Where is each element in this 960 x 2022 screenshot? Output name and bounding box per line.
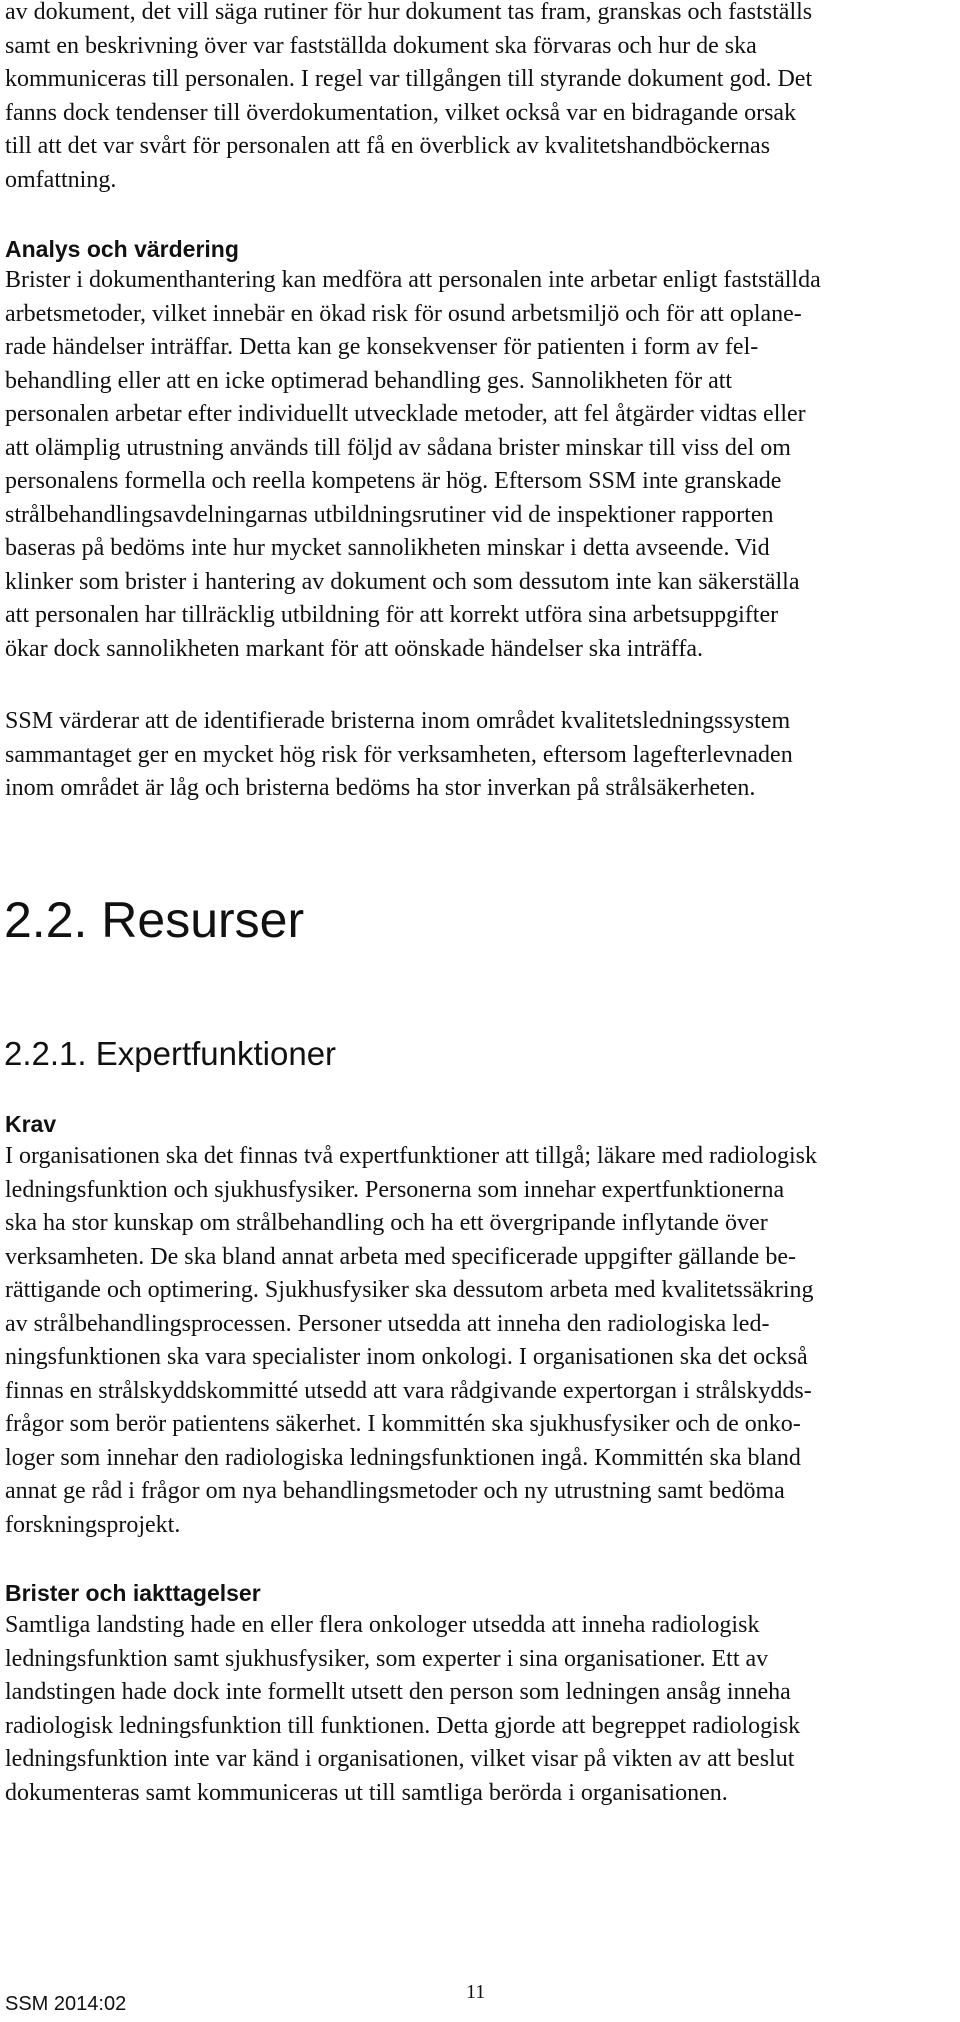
analys-heading: Analys och värdering (5, 236, 239, 262)
subchapter-heading: 2.2.1. Expertfunktioner (4, 1035, 337, 1072)
krav-heading: Krav (5, 1111, 57, 1137)
analys-paragraph-1: Brister i dokumenthantering kan medföra att personalen inte arbetar enligt fastställda arbetsmetoder, vilket innebär en ökad risk för osund arbetsmiljö och för att oplane- rade händelser inträffar. Detta kan ge konsekvenser för patienten i form av fel- behandling eller att en icke optimerad behandling ges. Sannolikheten för att personalen arbetar efter individuellt utvecklade metoder, att fel åtgärder vidtas eller att olämplig utrustning används till följd av sådana brister minskar till viss del om personalens formella och reella kompetens är hög. Eftersom SSM inte granskade strålbehandlingsavdelningarnas utbildningsrutiner vid de inspektioner rapporten baseras på bedöms inte hur mycket sannolikheten minskar i detta avseende. Vid klinker som brister i hantering av dokument och som dessutom inte kan säkerställa att personalen har tillräcklig utbildning för att korrekt utföra sina arbetsuppgifter ökar dock sannolikheten markant för att oönskade händelser ska inträffa. (5, 267, 821, 662)
krav-paragraph: I organisationen ska det finnas två expertfunktioner att tillgå; läkare med radiologisk ledningsfunktion och sjukhusfysiker. Personerna som innehar expertfunktionerna ska ha stor kunskap om strålbehandling och ha ett övergripande inflytande över verksamheten. De ska bland annat arbeta med specificerade uppgifter gällande be- rättigande och optimering. Sjukhusfysiker ska dessutom arbeta med kvalitetssäkring av strålbehandlingsprocessen. Personer utsedda att inneha den radiologiska led- ningsfunktionen ska vara specialister inom onkologi. I organisationen ska det också finnas en strålskyddskommitté utsedd att vara rådgivande expertorgan i strålskydds- frågor som berör patientens säkerhet. I kommittén ska sjukhusfysiker och de onko- loger som innehar den radiologiska ledningsfunktionen ingå. Kommittén ska bland annat ge råd i frågor om nya behandlingsmetoder och ny utrustning samt bedöma forskningsprojekt. (5, 1143, 817, 1538)
footer-page-number: 11 (466, 1981, 486, 2003)
chapter-heading: 2.2. Resurser (4, 892, 305, 948)
brister-paragraph: Samtliga landsting hade en eller flera onkologer utsedda att inneha radiologisk ledningsfunktion samt sjukhusfysiker, som experter i sina organisationer. Ett av landstingen hade dock inte formellt utsett den person som ledningen ansåg inneha radiologisk ledningsfunktion till funktionen. Detta gjorde att begreppet radiologisk ledningsfunktion inte var känd i organisationen, vilket visar på vikten av att beslut dokumenteras samt kommuniceras ut till samtliga berörda i organisationen. (5, 1612, 801, 1806)
footer-report-id: SSM 2014:02 (5, 1993, 127, 2015)
analys-paragraph-2: SSM värderar att de identifierade bristerna inom området kvalitetsledningssystem sammantaget ger en mycket hög risk för verksamheten, eftersom lagefterlevnaden inom området är låg och bristerna bedöms ha stor inverkan på strålsäkerheten. (5, 708, 793, 801)
intro-paragraph: av dokument, det vill säga rutiner för hur dokument tas fram, granskas och fastställs samt en beskrivning över var fastställda dokument ska förvaras och hur de ska kommuniceras till personalen. I regel var tillgången till styrande dokument god. Det fanns dock tendenser till överdokumentation, vilket också var en bidragande orsak till att det var svårt för personalen att få en överblick av kvalitetshandböckernas omfattning. (5, 0, 813, 193)
brister-heading: Brister och iakttagelser (5, 1580, 261, 1606)
